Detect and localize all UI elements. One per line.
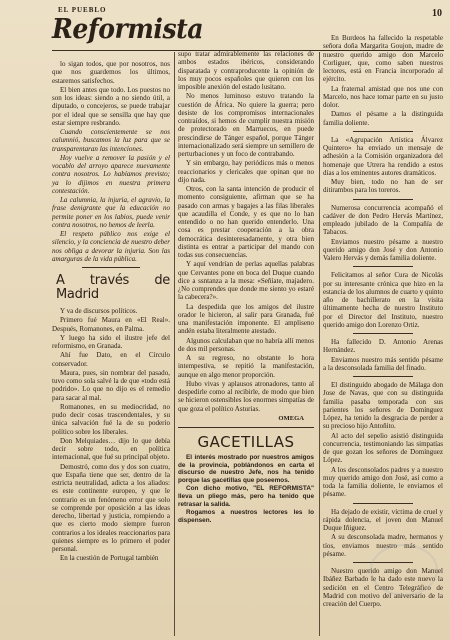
paragraph: Algunos calculaban que no habría allí menos de dos mil personas. <box>178 336 314 353</box>
paragraph: Numerosa concurrencia acompañó el cadáver de don Pedro Hervás Martínez, empleado jubilado de la Compañía de Tabacos. <box>323 203 443 237</box>
paragraph: supo tratar admirablemente las relaciones de ambos estados ibéricos, considerando disparatada y contraproducente la opinión de los muy pocos españoles que quieren con los imposible anexión del estado lusitano. <box>178 50 314 91</box>
paragraph: lo sigan todos, que por nosotros, nos que nos guardemos los últimos, estaremos satisfechos. <box>52 60 170 85</box>
paragraph: Al acto del sepelio asistió distinguida concurrencia, testimoniando las simpatías de que gozan los señores de Domínguez López. <box>323 431 443 465</box>
paragraph: Enviamos nuestro pésame a nuestro querido amigo don José y don Antonio Valero Hervás y demás familia doliente. <box>323 237 443 262</box>
paragraph: Y sin embargo, hay periódicos más o menos reaccionarios y clericales que opinan que no dijo nada. <box>178 159 314 184</box>
paragraph: Cuando conscientemente se nos calumnió, buscamos la luz para que se transparentaran las intenciones. <box>52 128 170 153</box>
paragraph: Primero fué Maura en «El Real». Después, Romanones, en Palma. <box>52 316 170 333</box>
paragraph: Hubo vivas y aplausos atronadores, tanto al despedirle como al recibirle, de modo que bien se hicieron ostensibles los enormes simpatías de que goza el político Asturias. <box>178 379 314 413</box>
masthead-caption: EL PUEBLO <box>58 6 107 14</box>
section-separator <box>353 333 413 334</box>
paragraph: Otros, con la santa intención de producir el momento consiguiente, afirman que se ha pasado con armas y bagajes a las filas liberales que acaudilla el Conde, y es que no lo han entendido o no han querido entenderlo. Una cosa es prestar cooperación a la obra democrática desinteresadamente, y otra bien distinta es entrar a participar del mando con todas sus consecuencias. <box>178 185 314 259</box>
masthead <box>52 6 307 50</box>
paragraph: Muy bien, todo no han de ser ditirambos para los toreros. <box>323 178 443 195</box>
paragraph: Con dicho motivo, "EL REFORMISTA" lleva un pliego más, pero ha tenido que retrasar la salida. <box>178 485 314 508</box>
column-1 <box>52 60 170 564</box>
notice-block <box>178 454 314 524</box>
masthead-title: Reformista <box>52 14 204 45</box>
section-separator <box>178 427 314 428</box>
paragraph: El bien antes que todo. Los puestos no son los ideas: siendo a no siendo útil, a diputado, o concejeros, se puede trabajar por el ideal que se sensilla que hay que estar siempre resbrando. <box>52 85 170 127</box>
paragraph: La fraternal amistad que nos une con Marcelo, nos hace tomar parte en su justo dolor. <box>323 84 443 109</box>
section-heading-madrid: A través de Madrid <box>56 273 170 302</box>
paragraph: Y va de discursos políticos. <box>60 307 138 315</box>
paragraph: En Burdeos ha fallecido la respetable señora doña Margarita Goujon, madre de nuestro querido amigo don Marcelo Corliguer, que, como saben nuestros lectores, está en Francia incorporado al ejército. <box>323 34 443 84</box>
section-heading-gacetillas: GACETILLAS <box>197 433 295 451</box>
section-separator <box>353 376 413 377</box>
paragraph: A su desconsolada madre, hermanos y tíos, enviamos nuestro más sentido pésame. <box>323 533 443 558</box>
paragraph: Ha dejado de existir, víctima de cruel y rápida dolencia, el joven don Manuel Duque Iñiguez. <box>323 507 443 532</box>
library-stamp-watermark <box>370 544 438 596</box>
paragraph: Y luego ha sido el ilustre jefe del reformismo, en Granada. <box>52 333 170 350</box>
section-separator <box>353 131 413 132</box>
paragraph: Romanones, en su mediocridad, no pudo decir cosas trascendentales, y su única salvación fué la de su poderío político sobre los liberales. <box>52 402 170 436</box>
paragraph: Rogamos a nuestros lectores les lo dispensen. <box>178 509 314 524</box>
paragraph: La despedida que los amigos del ilustre orador le hicieron, al salir para Granada, fué una manifestación imponente. El ampliseno andén estaba literalmente atestado. <box>178 302 314 336</box>
paragraph: Hoy vuelve a remover la pasión y el vocablo del arroyo aparece nuevamente contra nosotros. Lo habíamos previsto; ya lo dijimos en nuestra primera contestación. <box>52 153 170 195</box>
paragraph: Demostró, como dos y dos son cuatro, que España tiene que ser, dentro de la estricta neutralidad, adicta a los aliados: es este continente europeo, y que le contrario es un fenómeno error que solo se comprende por oposición a las ideas derecho, libertad y justicia, rompiendo a que es cierto modo siempre fueron contrarios a los ideales reaccionarios para quienes siempre es lo primero el poder personal. <box>52 462 170 553</box>
article-signature: OMEGA <box>278 414 304 422</box>
paragraph: Ahí fue Dato, en el Círculo conservador. <box>52 351 170 368</box>
paragraph: El distinguido abogado de Málaga don Jose de Navas, que con su distinguida familia pasaba temporada con sus parientes los señores de Domínguez López, ha tenido la desgracia de perder a su precioso hijo Antoñito. <box>323 381 443 431</box>
section-separator <box>353 503 413 504</box>
section-separator <box>353 266 413 267</box>
column-divider-1 <box>174 52 175 636</box>
paragraph: El interés mostrado por nuestros amigos de la provincia, poblándonos en carta el discurso de nuestro Jefe, nos ha tenido porque las gacetillas que poseemos. <box>178 454 314 484</box>
paragraph: Y aquí vendrían de perlas aquellas palabras que Cervantes pone en boca del Duque cuando dice a ssntanza a la mesa: «Señíate, majadero. ¿No comprendes que donde me siento yo estaré la cabecera?». <box>178 260 314 302</box>
paragraph: La calumnia, la injuria, el agravio, la frase denigrante que la educación no permite poner en los labios, puede venir contra nosotros, no hemos de leerla. <box>52 196 170 229</box>
page-number: 10 <box>432 8 442 19</box>
paragraph: A su regreso, no obstante lo hora intempestiva, se repitió la manifestación, aunque en algo menor proporción. <box>178 354 314 379</box>
paragraph: Ha fallecido D. Antonio Arenas Hernández. <box>323 338 443 355</box>
column-divider-2 <box>319 52 320 636</box>
column-3 <box>323 34 443 609</box>
paragraph: Maura, pues, sin nombrar del pasado, tuvo como sola salvé la de que «todo está podrido». Lo que no dijo es el remedio para sacar al mal. <box>52 368 170 402</box>
paragraph: No menos luminoso estuvo tratando la cuestión de África. No quiere la guerra; pero desiste de los compromisos internacionales contraídos, si hemos de cumplir nuestra misión de protectorado en Marruecos, en puede prescindirse de Tánger español, porque Tánger internacionalizado será siempre un semillero de perturbaciones y un foco de contrabando. <box>178 92 314 158</box>
paragraph: Don Melquiades… dijo lo que debía decir sobre todo, en política internacional, que fué su principal objeto. <box>52 436 170 462</box>
paragraph: El respeto público nos exige el silencio, y la conciencia de nuestro deber nos obliga a devorar la injuria. Son las amarguras de la vida pública. <box>52 230 170 263</box>
paragraph: Felicitamos al señor Cura de Nicolás por su interesante crónica que hizo en la estancia de los alumnos de cuarto y quinto año de bachillerato en la visita últimamente hecha de nuestro Instituto por el Director del Instituto, nuestro querido amigo don Lorenzo Ortiz. <box>323 271 443 329</box>
paragraph: A los desconsolados padres y a nuestro muy querido amigo don José, así como a toda la familia doliente, le enviamos el pésame. <box>323 465 443 499</box>
paragraph: La «Agrupación Artística Álvarez Quintero» ha enviado un mensaje de adhesión a la Comisión organizadora del homenaje que Utrera ha rendido a estos días a los eminentes autores dramáticos. <box>323 135 443 177</box>
column-2 <box>178 50 314 525</box>
section-separator <box>82 267 140 268</box>
paragraph: Damos el pésame a la distinguida familia doliente. <box>323 110 443 127</box>
paragraph: En la cuestión de Portugal también <box>60 554 159 563</box>
paragraph: Nuestro querido amigo don Manuel Ibáñez Barbado le ha dado este nuevo la sedición en el Centro Telegráfico de Madrid con motivo del aniversario de la creación del Cuerpo. <box>323 567 443 608</box>
section-separator <box>353 199 413 200</box>
paragraph: Enviamos nuestro más sentido pésame a la desconsolada familia del finado. <box>323 355 443 372</box>
